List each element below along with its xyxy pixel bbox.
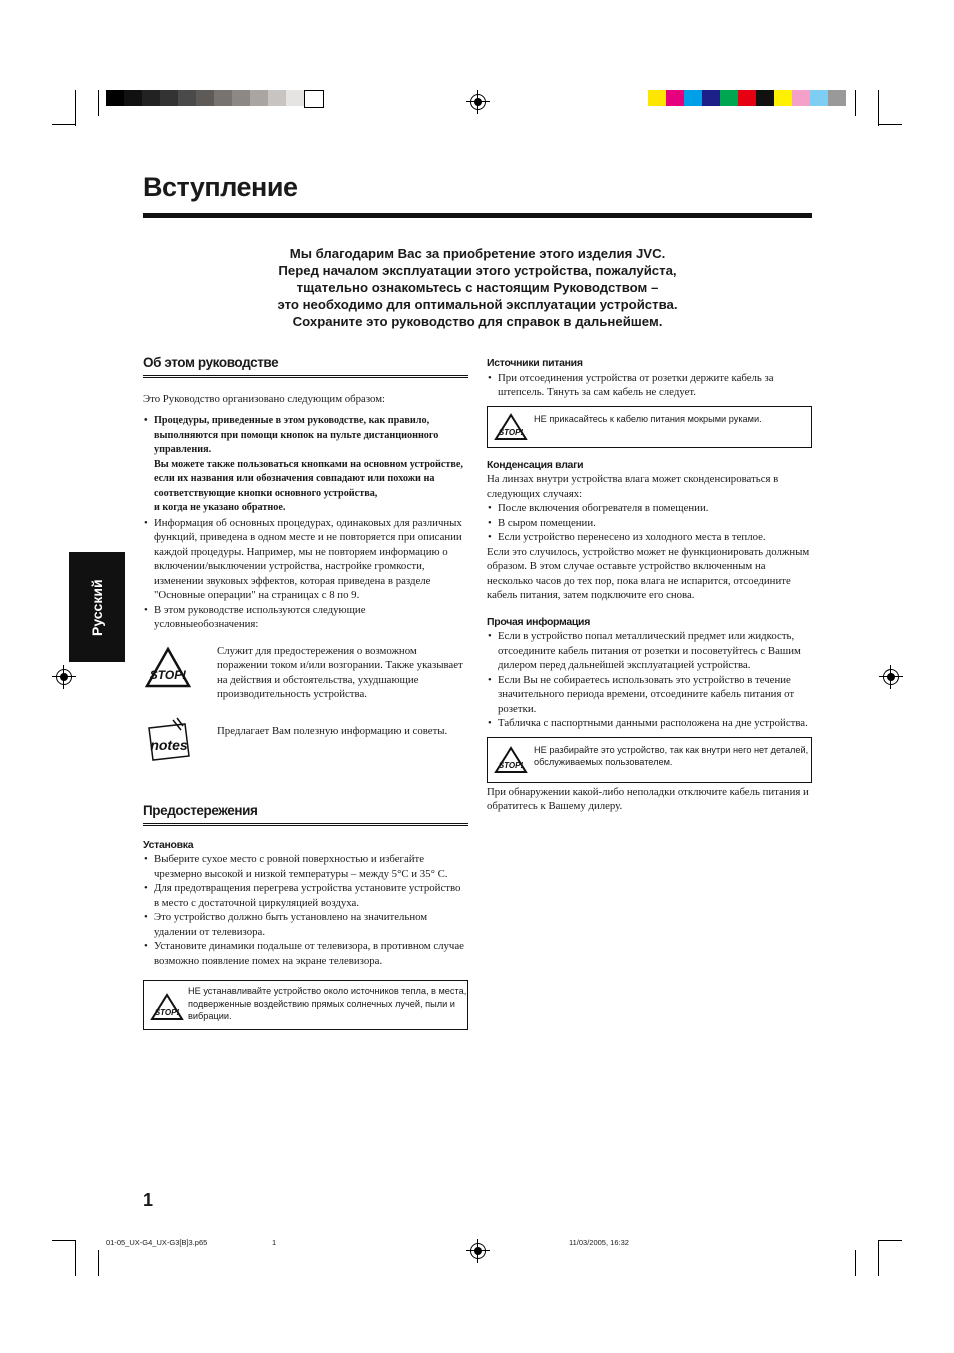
page-title: Вступление [143,172,298,202]
stop-legend-text: Служит для предостережения о возможном поражении током и/или возгорании. Также указывает на действия и обстоятельства, ухудшающие производительность устройства. [217,644,463,700]
intro-line: тщательно ознакомьтесь с настоящим Руководством – [296,280,659,295]
gray-swatch [232,90,250,106]
list-item: • Это устройство должно быть установлено на значительном удалении от телевизора. [143,910,468,939]
color-swatch [810,90,828,106]
notes-legend-text: Предлагает Вам полезную информацию и советы. [217,724,448,737]
subheading-other: Прочая информация [487,615,591,628]
list-item: • При отсоединения устройства от розетки держите кабель за штепсель. Тянуть за сам кабель не следует. [487,371,812,400]
condensation-lead: На линзах внутри устройства влага может сконденсироваться в следующих случаях: [487,473,779,500]
list-item: • Для предотвращения перегрева устройства установите устройство в место с достаточной циркуляцией воздуха. [143,881,468,910]
about-lead: Это Руководство организовано следующим образом: [143,392,386,405]
subheading-install: Установка [143,838,194,851]
list-item: • После включения обогревателя в помещении. [487,501,812,516]
gray-swatch [286,90,304,106]
section-heading-precautions: Предостережения [143,804,468,826]
subheading-power: Источники питания [487,357,583,369]
power-warning-box [487,406,812,448]
crop-mark [52,1240,76,1241]
footer-page: 1 [272,1238,277,1247]
list-item: • Если устройство перенесено из холодного места в теплое. [487,530,812,545]
list-item: • В сыром помещении. [487,516,812,531]
about-bold-list [143,414,468,516]
about-list [143,516,468,632]
registration-mark-icon [470,1243,486,1259]
install-warning-box [143,980,468,1030]
other-warning-text: НЕ разбирайте это устройство, так как внутри него нет деталей, обслуживаемых пользователем. [534,744,809,767]
list-item: • Табличка с паспортными данными расположена на дне устройства. [487,716,812,731]
svg-text:STOP!: STOP! [149,667,187,682]
power-list [487,371,812,400]
color-swatch [792,90,810,106]
crop-mark [878,1240,902,1241]
stop-warning-icon [143,644,217,702]
install-list [143,852,468,968]
list-item: • Если Вы не собираетесь использовать это устройство в течение значительного периода времени, отсоедините кабель питания от розетки. [487,673,812,717]
list-item: • В этом руководстве используются следующие условныеобозначения: [143,603,468,632]
gray-swatch [214,90,232,106]
language-tab-label: Русский [89,579,105,636]
list-item: • Установите динамики подальше от телевизора, в противном случае возможно появление помех на экране телевизора. [143,939,468,968]
crop-mark [878,90,879,126]
gray-swatch [250,90,268,106]
crop-mark [855,90,856,116]
svg-text:STOP!: STOP! [498,760,524,770]
right-column [487,356,812,814]
other-after: При обнаружении какой-либо неполадки отключите кабель питания и обратитесь к Вашему дилеру. [487,785,809,812]
gray-swatch [178,90,196,106]
crop-mark [52,124,76,125]
svg-text:STOP!: STOP! [154,1008,180,1017]
svg-text:notes: notes [150,736,188,753]
footer-filename: 01-05_UX-G4_UX-G3[B]3.p65 [106,1238,208,1247]
crop-mark [75,90,76,126]
stop-warning-icon [488,738,534,778]
title-rule [143,213,812,218]
section-heading-about: Об этом руководстве [143,356,468,378]
crop-mark [878,124,902,125]
color-swatch [648,90,666,106]
crop-mark [878,1240,879,1276]
intro-block [143,245,812,330]
page-number: 1 [143,1190,154,1210]
left-column [143,356,468,1030]
other-warning-box [487,737,812,783]
list-item: • Процедуры, приведенные в этом руководстве, как правило, выполняются при помощи кнопок на пульте дистанционного управления. Вы можете также пользоваться кнопками на основном устройстве, если их названия или обозначения совпадают или похожи на соответствующие кнопки основного устройства, и когда не указано обратное. [143,414,468,516]
stop-legend [143,644,468,702]
notes-legend [143,716,468,769]
intro-line: это необходимо для оптимальной эксплуатации устройства. [277,297,678,312]
color-swatch [738,90,756,106]
list-item: • Выберите сухое место с ровной поверхностью и избегайте чрезмерно высокой и низкой температуры – между 5°C и 35° C. [143,852,468,881]
color-swatch [828,90,846,106]
intro-line: Мы благодарим Вас за приобретение этого изделия JVC. [289,246,666,261]
intro-line: Перед началом эксплуатации этого устройства, пожалуйста, [278,263,677,278]
gray-swatch [268,90,286,106]
svg-text:STOP!: STOP! [498,427,524,437]
other-list [487,629,812,731]
crop-mark [75,1240,76,1276]
stop-warning-icon [144,981,188,1025]
color-swatch [684,90,702,106]
color-swatch [666,90,684,106]
gray-swatch [142,90,160,106]
gray-swatch [196,90,214,106]
color-swatch [774,90,792,106]
gray-swatch [304,90,324,108]
install-warning-text: НЕ устанавливайте устройство около источников тепла, в места, подверженные воздействию прямых солнечных лучей, пыли и вибрации. [188,986,467,1021]
registration-mark-icon [470,94,486,110]
gray-swatch [106,90,124,106]
intro-line: Сохраните это руководство для справок в дальнейшем. [292,314,663,329]
crop-mark [98,90,99,116]
list-item: • Информация об основных процедурах, одинаковых для различных функций, приведена в одном месте и не повторяется при описании каждой процедуры. Например, мы не повторяем информацию о включении/выключении устройства, настройке громкости, изменении звуковых эффектов, которая приведена в разделе "Основные операции" на страницах с 8 по 9. [143,516,468,603]
condensation-after: Если это случилось, устройство может не функционировать должным образом. В этом случае оставьте устройство включенным на несколько часов до тех пор, пока влага не испарится, отсоедините кабель питания, затем подключите его снова. [487,545,810,601]
language-tab [69,552,125,662]
list-item: • Если в устройство попал металлический предмет или жидкость, отсоедините кабель питания от розетки и посоветуйтесь с Вашим дилером перед дальнейшей эксплуатацией устройства. [487,629,812,673]
stop-warning-icon [488,407,534,445]
footer-date: 11/03/2005, 16:32 [569,1238,629,1247]
color-swatch [720,90,738,106]
registration-mark-icon [883,669,899,685]
registration-mark-icon [56,669,72,685]
subheading-condensation: Конденсация влаги [487,458,584,471]
gray-swatch [160,90,178,106]
gray-swatch [124,90,142,106]
notes-icon [143,716,217,769]
color-swatch [756,90,774,106]
power-warning-text: НЕ прикасайтесь к кабелю питания мокрыми руками. [534,413,762,424]
condensation-list [487,501,812,545]
crop-mark [98,1250,99,1276]
color-swatch [702,90,720,106]
crop-mark [855,1250,856,1276]
